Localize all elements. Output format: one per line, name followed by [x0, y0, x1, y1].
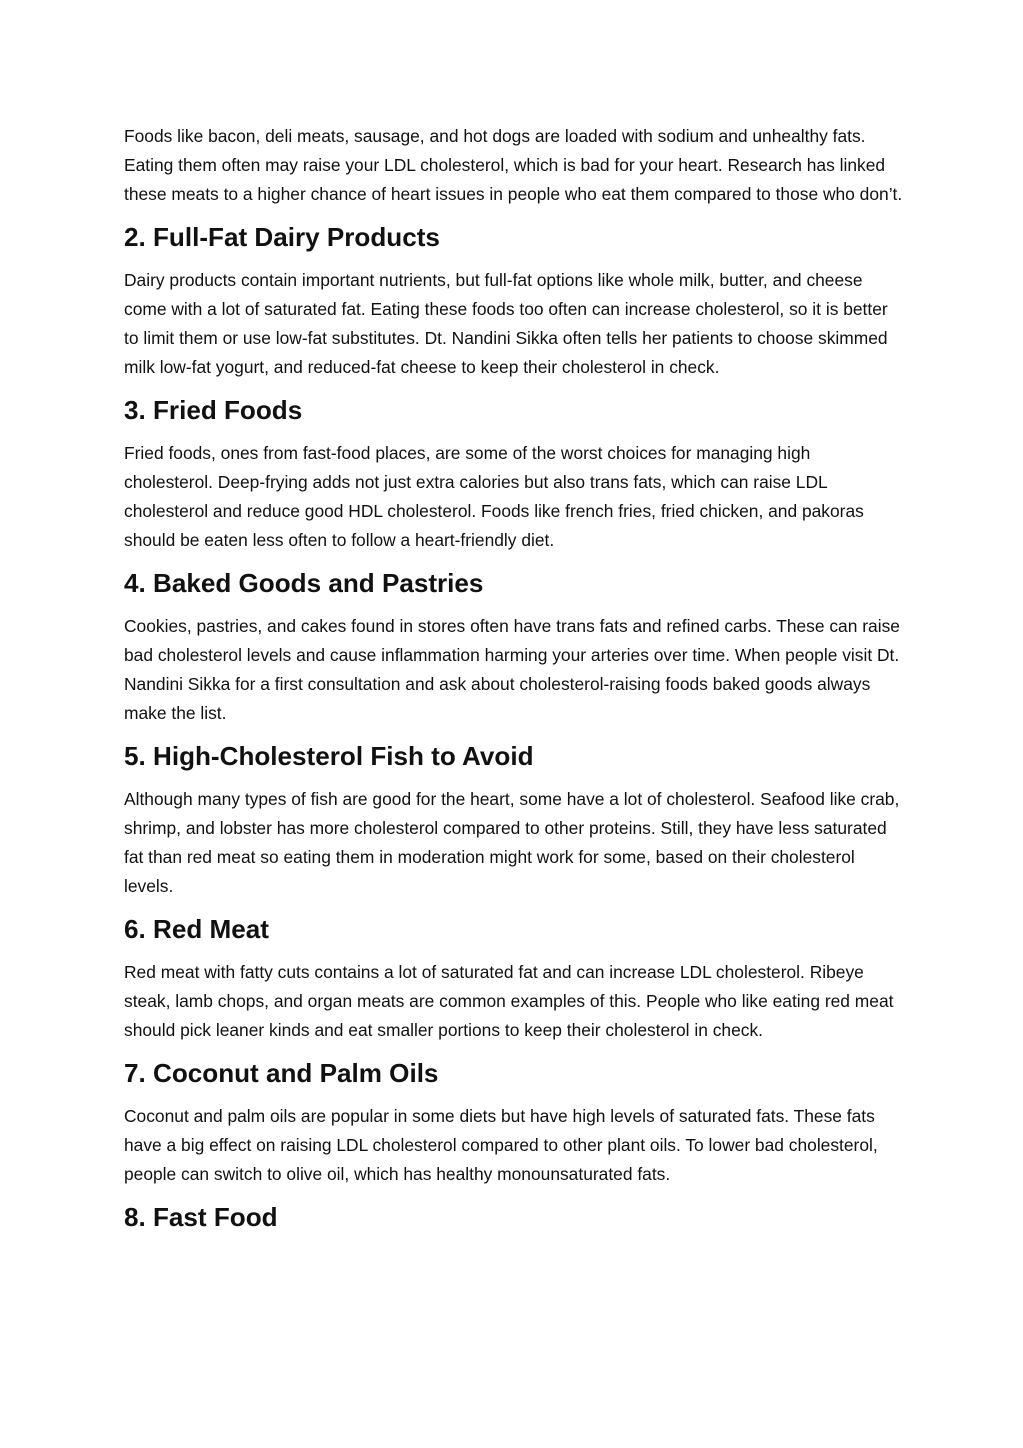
section-heading-fast-food: 8. Fast Food [124, 1202, 278, 1232]
section-body-full-fat-dairy: Dairy products contain important nutrients, but full-fat options like whole milk, butter, and cheese come with a lot of saturated fat. Eating these foods too often can increase cholesterol, so it is better to limit them or use low-fat substitutes. Dt. Nandini Sikka often tells her patients to choose skimmed milk low-fat yogurt, and reduced-fat cheese to keep their cholesterol in check. [124, 270, 888, 377]
section-heading-fried-foods: 3. Fried Foods [124, 395, 303, 425]
section-body-red-meat: Red meat with fatty cuts contains a lot of saturated fat and can increase LDL cholesterol. Ribeye steak, lamb chops, and organ meats are common examples of this. People who like eating red meat should pick leaner kinds and eat smaller portions to keep their cholesterol in check. [124, 962, 894, 1040]
section-heading-high-cholesterol-fish: 5. High-Cholesterol Fish to Avoid [124, 741, 534, 771]
section-heading-red-meat: 6. Red Meat [124, 914, 269, 944]
document-page [124, 122, 904, 1246]
section-heading-coconut-palm-oils: 7. Coconut and Palm Oils [124, 1058, 439, 1088]
section-body-fried-foods: Fried foods, ones from fast-food places, are some of the worst choices for managing high cholesterol. Deep-frying adds not just extra calories but also trans fats, which can raise LDL cholesterol and reduce good HDL cholesterol. Foods like french fries, fried chicken, and pakoras should be eaten less often to follow a heart-friendly diet. [124, 443, 864, 550]
intro-paragraph: Foods like bacon, deli meats, sausage, and hot dogs are loaded with sodium and unhealthy fats. Eating them often may raise your LDL cholesterol, which is bad for your heart. Research has linked these meats to a higher chance of heart issues in people who eat them compared to those who don’t. [124, 126, 903, 204]
section-heading-baked-goods: 4. Baked Goods and Pastries [124, 568, 484, 598]
section-body-coconut-palm-oils: Coconut and palm oils are popular in some diets but have high levels of saturated fats. These fats have a big effect on raising LDL cholesterol compared to other plant oils. To lower bad cholesterol, people can switch to olive oil, which has healthy monounsaturated fats. [124, 1106, 878, 1184]
section-heading-full-fat-dairy: 2. Full-Fat Dairy Products [124, 222, 440, 252]
section-body-high-cholesterol-fish: Although many types of fish are good for the heart, some have a lot of cholesterol. Seafood like crab, shrimp, and lobster has more cholesterol compared to other proteins. Still, they have less saturated fat than red meat so eating them in moderation might work for some, based on their cholesterol levels. [124, 789, 900, 896]
section-body-baked-goods: Cookies, pastries, and cakes found in stores often have trans fats and refined carbs. These can raise bad cholesterol levels and cause inflammation harming your arteries over time. When people visit Dt. Nandini Sikka for a first consultation and ask about cholesterol-raising foods baked goods always make the list. [124, 616, 900, 723]
